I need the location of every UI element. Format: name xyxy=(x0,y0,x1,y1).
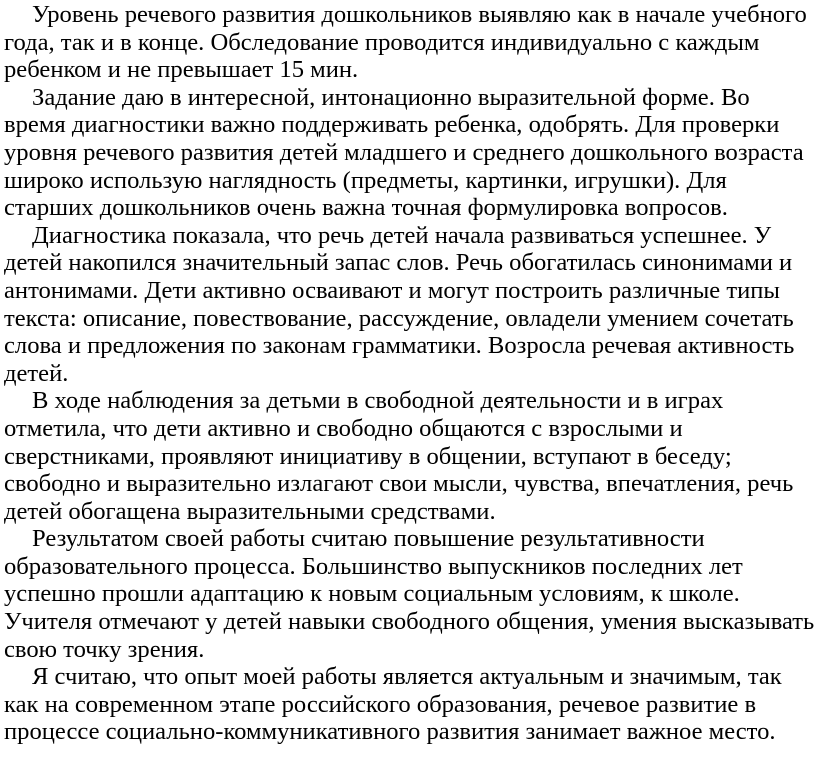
paragraph-diagnostic-level: Уровень речевого развития дошкольников выявляю как в начале учебного года, так и в конце. Обследование проводится индивидуально с каждым ребенком и не превышает 15 мин. xyxy=(4,1,807,84)
paragraph-work-results: Результатом своей работы считаю повышение результативности образовательного процесса. Большинство выпускников последних лет успешно прошли адаптацию к новым социальным условиям, к школе. Учителя отмечают у детей навыки свободного общения, умения высказывать свою точку зрения. xyxy=(4,525,815,663)
paragraph-diagnostic-results: Диагностика показала, что речь детей начала развиваться успешнее. У детей накопился значительный запас слов. Речь обогатилась синонимами и антонимами. Дети активно осваивают и могут построить различные типы текста: описание, повествование, рассуждение, овладели умением сочетать слова и предложения по законам грамматики. Возросла речевая активность детей. xyxy=(4,221,795,387)
paragraph-conclusion: Я считаю, что опыт моей работы является актуальным и значимым, так как на современном этапе российского образования, речевое развитие в процессе социально-коммуникативного развития занимает важное место. xyxy=(4,663,782,746)
paragraph-observation: В ходе наблюдения за детьми в свободной деятельности и в играх отметила, что дети активно и свободно общаются с взрослыми и сверстниками, проявляют инициативу в общении, вступают в беседу; свободно и выразительно излагают свои мысли, чувства, впечатления, речь детей обогащена выразительными средствами. xyxy=(4,387,794,525)
paragraph-task-format: Задание даю в интересной, интонационно выразительной форме. Во время диагностики важно поддерживать ребенка, одобрять. Для проверки уровня речевого развития детей младшего и среднего дошкольного возраста широко использую наглядность (предметы, картинки, игрушки). Для старших дошкольников очень важна точная формулировка вопросов. xyxy=(4,83,804,222)
